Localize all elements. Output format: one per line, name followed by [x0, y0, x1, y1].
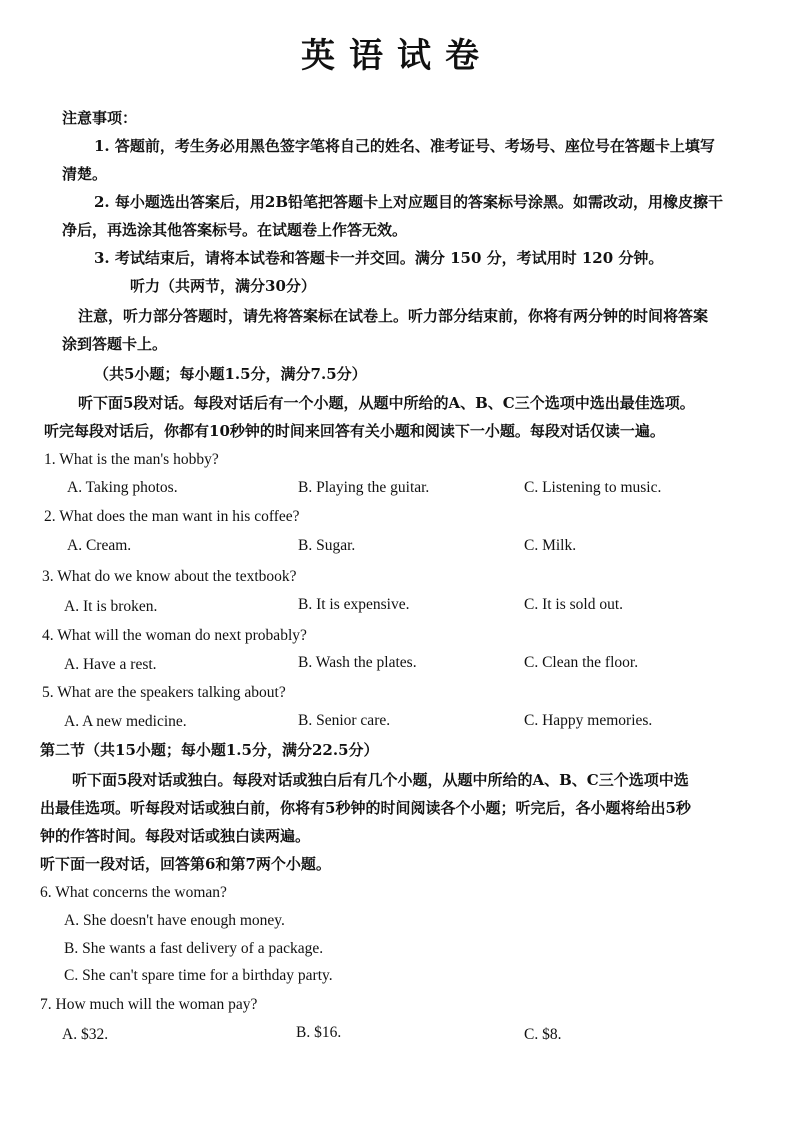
section-2-intro-line-1: 听下面5段对话或独白。每段对话或独白后有几个小题，从题中所给的A、B、C三个选项中选 — [72, 771, 689, 789]
question-5-option-a: A. A new medicine. — [64, 713, 187, 730]
notice-item-3: 3. 考试结束后，请将本试卷和答题卡一并交回。满分 150 分，考试用时 120 分钟。 — [94, 249, 664, 267]
question-6-option-b: B. She wants a fast delivery of a package. — [64, 940, 324, 957]
question-6: 6. What concerns the woman? — [40, 884, 227, 901]
question-4: 4. What will the woman do next probably? — [42, 627, 307, 644]
question-7-option-a: A. $32. — [62, 1026, 109, 1043]
question-2-option-c: C. Milk. — [524, 537, 577, 554]
notice-item-1-line-1: 1. 答题前，考生务必用黑色签字笔将自己的姓名、准考证号、考场号、座位号在答题卡上填写 — [94, 137, 715, 155]
question-7-option-c: C. $8. — [524, 1026, 562, 1043]
question-2-option-b: B. Sugar. — [298, 537, 356, 554]
question-1: 1. What is the man's hobby? — [44, 451, 219, 468]
question-6-option-a: A. She doesn't have enough money. — [64, 912, 285, 929]
question-3: 3. What do we know about the textbook? — [42, 568, 297, 585]
notice-heading: 注意事项： — [62, 109, 138, 127]
section-2-heading: 第二节（共15小题；每小题1.5分，满分22.5分） — [40, 741, 379, 759]
listening-note-line-2: 涂到答题卡上。 — [62, 335, 168, 353]
listening-heading: 听力（共两节，满分30分） — [130, 277, 316, 295]
listening-note-line-1: 注意，听力部分答题时，请先将答案标在试卷上。听力部分结束前，你将有两分钟的时间将答案 — [78, 307, 709, 325]
question-3-option-a: A. It is broken. — [64, 598, 158, 615]
question-1-option-c: C. Listening to music. — [524, 479, 662, 496]
question-5-option-c: C. Happy memories. — [524, 712, 653, 729]
notice-item-1-line-2: 清楚。 — [62, 165, 108, 183]
notice-item-2-line-2: 净后，再选涂其他答案标号。在试题卷上作答无效。 — [62, 221, 408, 239]
question-7-option-b: B. $16. — [296, 1024, 342, 1041]
section-1-intro-line-1: 听下面5段对话。每段对话后有一个小题，从题中所给的A、B、C三个选项中选出最佳选项。 — [78, 394, 695, 412]
question-1-option-b: B. Playing the guitar. — [298, 479, 430, 496]
page-title: 英语试卷 — [301, 36, 493, 76]
question-5-option-b: B. Senior care. — [298, 712, 391, 729]
question-4-option-b: B. Wash the plates. — [298, 654, 417, 671]
question-4-option-a: A. Have a rest. — [64, 656, 157, 673]
question-3-option-b: B. It is expensive. — [298, 596, 410, 613]
question-2-option-a: A. Cream. — [67, 537, 132, 554]
question-2: 2. What does the man want in his coffee? — [44, 508, 300, 525]
section-2-intro-line-3: 钟的作答时间。每段对话或独白读两遍。 — [40, 827, 311, 845]
question-3-option-c: C. It is sold out. — [524, 596, 624, 613]
dialogue-6-intro: 听下面一段对话，回答第6和第7两个小题。 — [40, 855, 331, 873]
question-6-option-c: C. She can't spare time for a birthday party. — [64, 967, 333, 984]
section-1-heading: （共5小题；每小题1.5分，满分7.5分） — [94, 365, 367, 383]
section-1-intro-line-2: 听完每段对话后，你都有10秒钟的时间来回答有关小题和阅读下一小题。每段对话仅读一遍。 — [44, 422, 665, 440]
notice-item-2-line-1: 2. 每小题选出答案后，用2B铅笔把答题卡上对应题目的答案标号涂黑。如需改动，用橡皮擦干 — [94, 193, 724, 211]
question-1-option-a: A. Taking photos. — [67, 479, 178, 496]
question-7: 7. How much will the woman pay? — [40, 996, 258, 1013]
question-4-option-c: C. Clean the floor. — [524, 654, 639, 671]
question-5: 5. What are the speakers talking about? — [42, 684, 286, 701]
section-2-intro-line-2: 出最佳选项。听每段对话或独白前，你将有5秒钟的时间阅读各个小题；听完后，各小题将给出5秒 — [40, 799, 691, 817]
